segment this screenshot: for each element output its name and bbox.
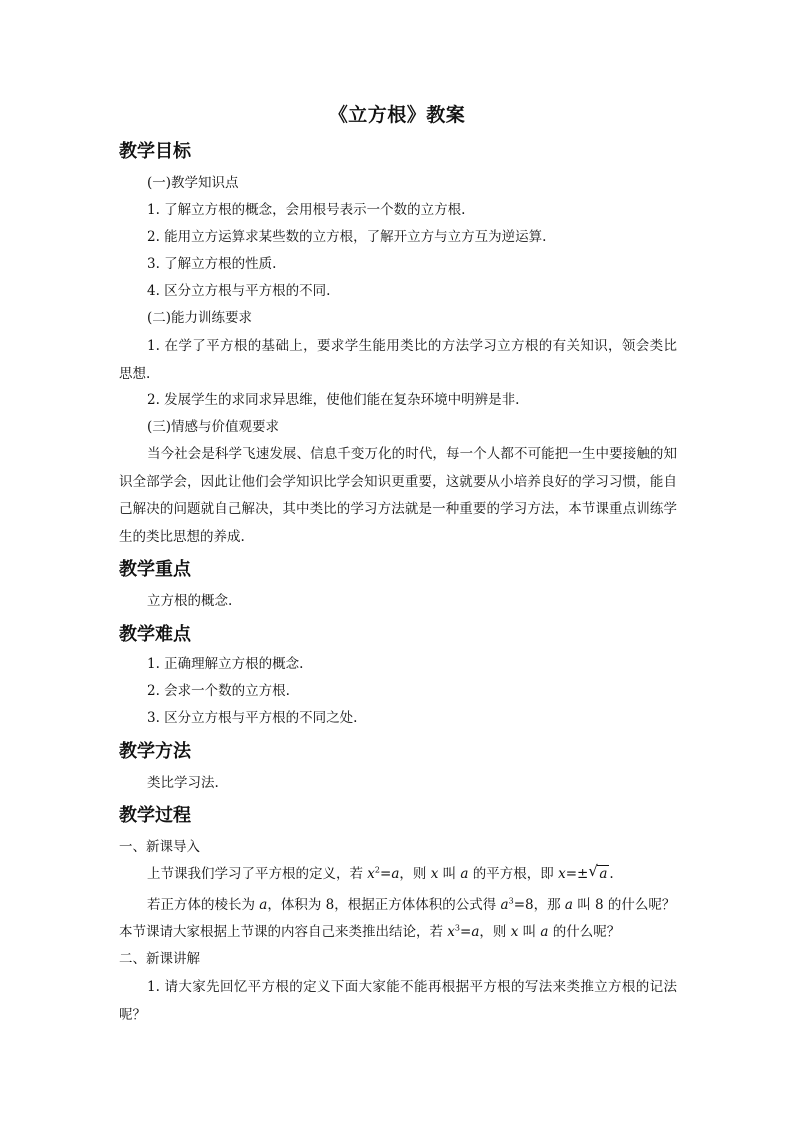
math-var: a: [564, 897, 573, 913]
math-exponent: 3: [454, 923, 461, 933]
paragraph: 立方根的概念.: [147, 593, 233, 609]
list-item: 2. 能用立方运算求某些数的立方根，了解开立方与立方互为逆运算.: [147, 229, 547, 245]
math-var: a: [599, 866, 608, 882]
math-var: a: [471, 924, 480, 940]
math-var: x: [510, 924, 519, 940]
list-item: 1. 了解立方根的概念，会用根号表示一个数的立方根.: [147, 202, 466, 218]
math-var: a: [540, 924, 549, 940]
math-var: a: [500, 897, 509, 913]
subheading-knowledge-points: (一)教学知识点: [147, 175, 239, 191]
math-var: x: [430, 866, 439, 882]
heading-methods: 教学方法: [119, 741, 191, 762]
subheading-values-requirements: (三)情感与价值观要求: [147, 419, 280, 435]
heading-process: 教学过程: [119, 805, 191, 826]
paragraph: 1. 请大家先回忆平方根的定义下面大家能不能再根据平方根的写法来类推立方根的记法呢？: [119, 979, 677, 1023]
math-exponent: 2: [374, 865, 381, 875]
list-item: 1. 正确理解立方根的概念.: [147, 656, 304, 672]
text-run: 的平方根，即: [468, 866, 559, 882]
square-root: [588, 861, 609, 888]
text-run: 叫: [518, 924, 541, 940]
part-heading-intro: 一、新课导入: [119, 839, 200, 855]
text-run: 若正方体的棱长为: [147, 897, 260, 913]
text-run: 上节课我们学习了平方根的定义，若: [147, 866, 368, 882]
text-run: 叫: [438, 866, 461, 882]
heading-teaching-goals: 教学目标: [119, 141, 191, 162]
radical-sign-icon: √: [588, 862, 598, 880]
heading-key-points: 教学重点: [119, 559, 191, 580]
paragraph: 1. 在学了平方根的基础上，要求学生能用类比的方法学习立方根的有关知识，领会类比思想.: [119, 338, 677, 382]
text-run: =±: [565, 866, 589, 882]
math-var: a: [391, 866, 400, 882]
document-title: 《立方根》教案: [328, 104, 466, 126]
paragraph: [119, 919, 620, 946]
text-run: 的什么呢？: [548, 924, 621, 940]
list-item: 3. 了解立方根的性质.: [147, 256, 277, 272]
text-run: =8，那: [513, 897, 565, 913]
text-run: =: [460, 924, 472, 940]
list-item: 3. 区分立方根与平方根的不同之处.: [147, 710, 358, 726]
math-exponent: 3: [508, 896, 514, 906]
paragraph: [147, 892, 675, 919]
text-run: ，则: [479, 924, 511, 940]
paragraph: [147, 861, 614, 888]
math-var: a: [259, 897, 268, 913]
paragraph: 当今社会是科学飞速发展、信息千变万化的时代，每一个人都不可能把一生中要接触的知识全部学会，因此让他们会学知识比学会知识更重要，这就要从小培养良好的学习习惯，能自己解决的问题就自己解决，其中类比的学习方法就是一种重要的学习方法，本节课重点训练学生的类比思想的养成.: [119, 446, 677, 545]
text-run: 叫 8 的什么呢？: [572, 897, 676, 913]
part-heading-new-lesson: 二、新课讲解: [119, 951, 200, 967]
list-item: 2. 发展学生的求同求异思维，使他们能在复杂环境中明辨是非.: [147, 392, 520, 408]
text-run: 本节课请大家根据上节课的内容自己来类推出结论，若: [119, 924, 448, 940]
list-item: 2. 会求一个数的立方根.: [147, 683, 290, 699]
text-run: ，则: [399, 866, 431, 882]
paragraph: 类比学习法.: [147, 775, 219, 791]
math-var: a: [460, 866, 469, 882]
text-run: ，体积为 8，根据正方体体积的公式得: [267, 897, 501, 913]
math-var: x: [447, 924, 455, 940]
subheading-ability-requirements: (二)能力训练要求: [147, 310, 253, 326]
text-run: .: [609, 866, 614, 882]
math-var: x: [367, 866, 375, 882]
heading-difficulties: 教学难点: [119, 624, 191, 645]
text-run: =: [380, 866, 392, 882]
math-var: x: [558, 866, 566, 882]
list-item: 4. 区分立方根与平方根的不同.: [147, 283, 331, 299]
